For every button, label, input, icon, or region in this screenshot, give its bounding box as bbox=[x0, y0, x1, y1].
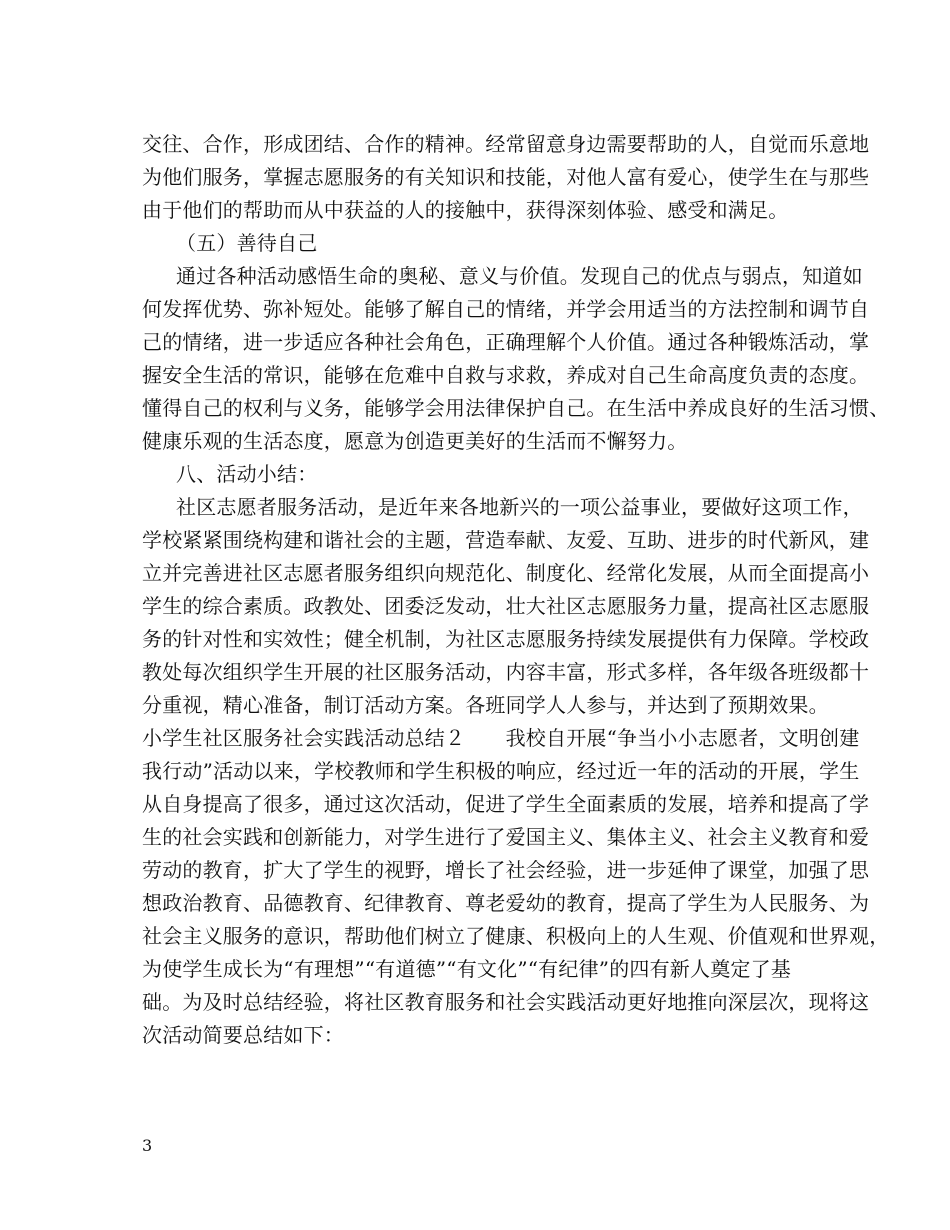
text-line: 次活动简要总结如下： bbox=[142, 1023, 344, 1047]
text-line: 从自身提高了很多，通过这次活动，促进了学生全面素质的发展，培养和提高了学 bbox=[142, 792, 870, 816]
text-line: 学生的综合素质。政教处、团委泛发动，壮大社区志愿服务力量，提高社区志愿服 bbox=[142, 594, 870, 618]
text-line: 务的针对性和实效性；健全机制，为社区志愿服务持续发展提供有力保障。学校政 bbox=[142, 627, 870, 651]
text-line: 础。为及时总结经验，将社区教育服务和社会实践活动更好地推向深层次，现将这 bbox=[142, 990, 870, 1014]
text-line: 我行动”活动以来，学校教师和学生积极的响应，经过近一年的活动的开展，学生 bbox=[142, 759, 860, 783]
text-line: 健康乐观的生活态度，愿意为创造更美好的生活而不懈努力。 bbox=[142, 429, 688, 453]
text-line: 由于他们的帮助而从中获益的人的接触中，获得深刻体验、感受和满足。 bbox=[142, 198, 789, 222]
text-line: 为使学生成长为“有理想”“有道德”“有文化”“有纪律”的四有新人奠定了基 bbox=[142, 957, 791, 981]
text-line: 握安全生活的常识，能够在危难中自救与求救，养成对自己生命高度负责的态度。 bbox=[142, 363, 870, 387]
section-heading: （五）善待自己 bbox=[176, 231, 318, 255]
text-line: 教处每次组织学生开展的社区服务活动，内容丰富，形式多样，各年级各班级都十 bbox=[142, 660, 870, 684]
text-line: 分重视，精心准备，制订活动方案。各班同学人人参与，并达到了预期效果。 bbox=[142, 693, 829, 717]
text-line: 学校紧紧围绕构建和谐社会的主题，营造奉献、友爱、互助、进步的时代新风，建 bbox=[142, 528, 870, 552]
text-line: 社会主义服务的意识，帮助他们树立了健康、积极向上的人生观、价值观和世界观， bbox=[142, 924, 890, 948]
text-line: 劳动的教育，扩大了学生的视野，增长了社会经验，进一步延伸了课堂，加强了思 bbox=[142, 858, 870, 882]
text-line: 己的情绪，进一步适应各种社会角色，正确理解个人价值。通过各种锻炼活动，掌 bbox=[142, 330, 870, 354]
text-line: 懂得自己的权利与义务，能够学会用法律保护自己。在生活中养成良好的生活习惯、 bbox=[142, 396, 890, 420]
text-line: 通过各种活动感悟生命的奥秘、意义与价值。发现自己的优点与弱点，知道如 bbox=[176, 264, 863, 288]
section-heading: 八、活动小结： bbox=[176, 462, 318, 486]
text-line: 小学生社区服务社会实践活动总结２ 我校自开展“争当小小志愿者，文明创建 bbox=[142, 726, 860, 750]
text-line: 想政治教育、品德教育、纪律教育、尊老爱幼的教育，提高了学生为人民服务、为 bbox=[142, 891, 870, 915]
text-line: 生的社会实践和创新能力，对学生进行了爱国主义、集体主义、社会主义教育和爱 bbox=[142, 825, 870, 849]
page-number: 3 bbox=[142, 1136, 153, 1155]
text-line: 交往、合作，形成团结、合作的精神。经常留意身边需要帮助的人，自觉而乐意地 bbox=[142, 132, 870, 156]
text-line: 为他们服务，掌握志愿服务的有关知识和技能，对他人富有爱心，使学生在与那些 bbox=[142, 165, 870, 189]
text-line: 立并完善进社区志愿者服务组织向规范化、制度化、经常化发展，从而全面提高小 bbox=[142, 561, 870, 585]
text-line: 何发挥优势、弥补短处。能够了解自己的情绪，并学会用适当的方法控制和调节自 bbox=[142, 297, 870, 321]
text-line: 社区志愿者服务活动，是近年来各地新兴的一项公益事业，要做好这项工作， bbox=[176, 495, 863, 519]
